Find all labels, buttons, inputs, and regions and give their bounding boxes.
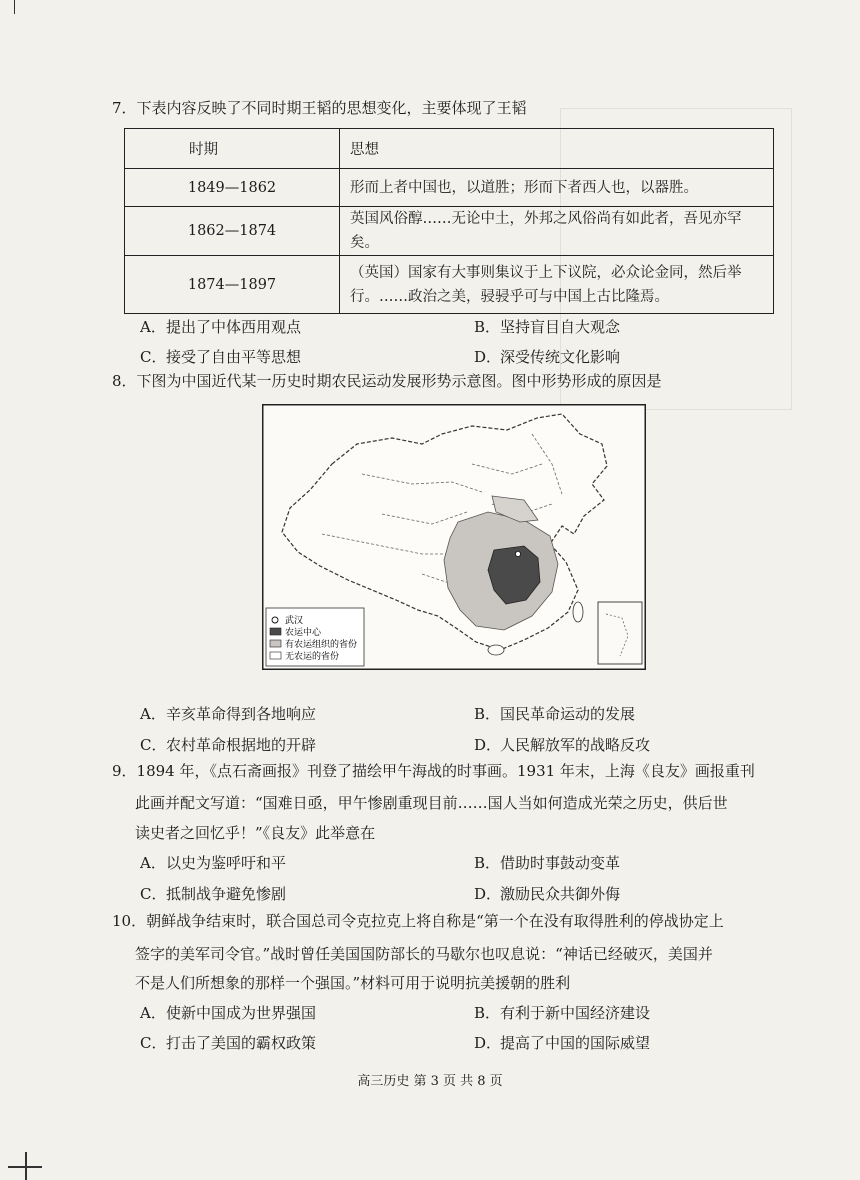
- q8-option-b[interactable]: [474, 703, 635, 724]
- option-text: 深受传统文化影响: [500, 348, 621, 366]
- legend-label: 无农运的省份: [285, 652, 340, 662]
- table-row: [125, 207, 774, 256]
- q10-stem-line: 不是人们所想象的那样一个强国。”材料可用于说明抗美援朝的胜利: [135, 974, 571, 992]
- q7-option-c[interactable]: [140, 346, 301, 367]
- legend-light-symbol: [270, 640, 281, 647]
- option-text: 提高了中国的国际威望: [500, 1034, 651, 1052]
- option-text: 有利于新中国经济建设: [500, 1004, 651, 1022]
- q7-stem: 7．下表内容反映了不同时期王韬的思想变化，主要体现了王韬: [112, 99, 527, 117]
- legend-label: 有农运组织的省份: [285, 640, 358, 650]
- option-text: 以史为鉴呼吁和平: [166, 854, 287, 872]
- option-letter: D．: [474, 1034, 502, 1052]
- q7-period-cell: 1862—1874: [125, 207, 340, 256]
- q10-option-a[interactable]: [140, 1002, 316, 1023]
- q9-option-a[interactable]: [140, 852, 286, 873]
- option-text: 提出了中体西用观点: [166, 318, 302, 336]
- option-text: 人民解放军的战略反攻: [500, 736, 651, 754]
- option-letter: D．: [474, 348, 502, 366]
- option-letter: C．: [140, 885, 167, 903]
- option-text: 抵制战争避免惨剧: [166, 885, 287, 903]
- q10-stem-line: 签字的美军司令官。”战时曾任美国国防部长的马歇尔也叹息说：“神话已经破灭，美国并: [135, 945, 713, 963]
- option-letter: D．: [474, 736, 502, 754]
- legend-dark-symbol: [270, 628, 281, 635]
- q9-option-d[interactable]: [474, 883, 620, 904]
- q8-option-d[interactable]: [474, 734, 650, 755]
- option-letter: A．: [140, 1004, 166, 1022]
- q7-table-header-period: 时期: [125, 129, 340, 169]
- option-text: 辛亥革命得到各地响应: [166, 705, 317, 723]
- q10-option-c[interactable]: [140, 1032, 316, 1053]
- q10-option-d[interactable]: [474, 1032, 650, 1053]
- option-text: 借助时事鼓动变革: [500, 854, 621, 872]
- q10-stem-line: 10．朝鲜战争结束时，联合国总司令克拉克上将自称是“第一个在没有取得胜利的停战协定上: [112, 912, 724, 930]
- q7-thought-line: 形而上者中国也，以道胜；形而下者西人也，以器胜。: [350, 179, 698, 196]
- q9-stem-line: 读史者之回忆乎！”《良友》此举意在: [135, 824, 376, 842]
- crop-mark-bottom-vertical: [25, 1152, 27, 1180]
- table-row: [125, 169, 774, 207]
- option-letter: A．: [140, 705, 166, 723]
- q10-option-b[interactable]: [474, 1002, 650, 1023]
- q8-option-c[interactable]: [140, 734, 316, 755]
- q7-thought-cell: [340, 256, 774, 314]
- option-letter: B．: [474, 1004, 501, 1022]
- legend-dot-symbol: [272, 617, 278, 623]
- q7-table-header-thought: 思想: [340, 129, 774, 169]
- option-text: 坚持盲目自大观念: [500, 318, 621, 336]
- q7-period-cell: 1849—1862: [125, 169, 340, 207]
- q7-thought-cell: [340, 207, 774, 256]
- q7-table: [124, 128, 774, 314]
- q8-stem: 8．下图为中国近代某一历史时期农民运动发展形势示意图。图中形势形成的原因是: [112, 372, 662, 390]
- taiwan-outline: [573, 602, 583, 622]
- q7-thought-line: 行。……政治之美，骎骎乎可与中国上古比隆焉。: [350, 288, 669, 305]
- wuhan-marker: [515, 551, 520, 556]
- q7-option-b[interactable]: [474, 316, 620, 337]
- south-china-sea-inset: [598, 602, 642, 664]
- option-letter: D．: [474, 885, 502, 903]
- option-text: 国民革命运动的发展: [500, 705, 636, 723]
- crop-mark-top: [14, 0, 15, 14]
- option-text: 激励民众共御外侮: [500, 885, 621, 903]
- option-text: 使新中国成为世界强国: [166, 1004, 317, 1022]
- legend-white-symbol: [270, 652, 281, 659]
- q9-stem-line: 此画并配文写道：“国难日亟，甲午惨剧重现目前……国人当如何造成光荣之历史，供后世: [135, 794, 728, 812]
- option-text: 接受了自由平等思想: [166, 348, 302, 366]
- option-letter: A．: [140, 318, 166, 336]
- option-letter: C．: [140, 348, 167, 366]
- legend-label: 武汉: [285, 616, 304, 626]
- hainan-outline: [488, 645, 504, 655]
- q8-option-a[interactable]: [140, 703, 316, 724]
- q7-period-cell: 1874—1897: [125, 256, 340, 314]
- legend-label: 农运中心: [285, 628, 322, 638]
- page-footer: 高三历史 第 3 页 共 8 页: [357, 1074, 503, 1089]
- option-letter: B．: [474, 705, 501, 723]
- q9-stem-line: 9．1894 年，《点石斋画报》刊登了描绘甲午海战的时事画。1931 年末，上海《良友》画报重刊: [112, 762, 755, 780]
- q9-option-c[interactable]: [140, 883, 286, 904]
- option-letter: B．: [474, 318, 501, 336]
- option-letter: B．: [474, 854, 501, 872]
- q9-option-b[interactable]: [474, 852, 620, 873]
- option-letter: C．: [140, 1034, 167, 1052]
- option-text: 农村革命根据地的开辟: [166, 736, 317, 754]
- q7-thought-cell: [340, 169, 774, 207]
- option-letter: C．: [140, 736, 167, 754]
- q7-thought-line: 英国风俗醇……无论中土，外邦之风俗尚有如此者，吾见亦罕矣。: [350, 211, 742, 251]
- option-text: 打击了美国的霸权政策: [166, 1034, 317, 1052]
- option-letter: A．: [140, 854, 166, 872]
- table-row: [125, 256, 774, 314]
- peasant-movement-map: [262, 404, 646, 670]
- q7-option-a[interactable]: [140, 316, 301, 337]
- q7-thought-line: （英国）国家有大事则集议于上下议院，必众论金同，然后举: [350, 264, 742, 281]
- q7-option-d[interactable]: [474, 346, 620, 367]
